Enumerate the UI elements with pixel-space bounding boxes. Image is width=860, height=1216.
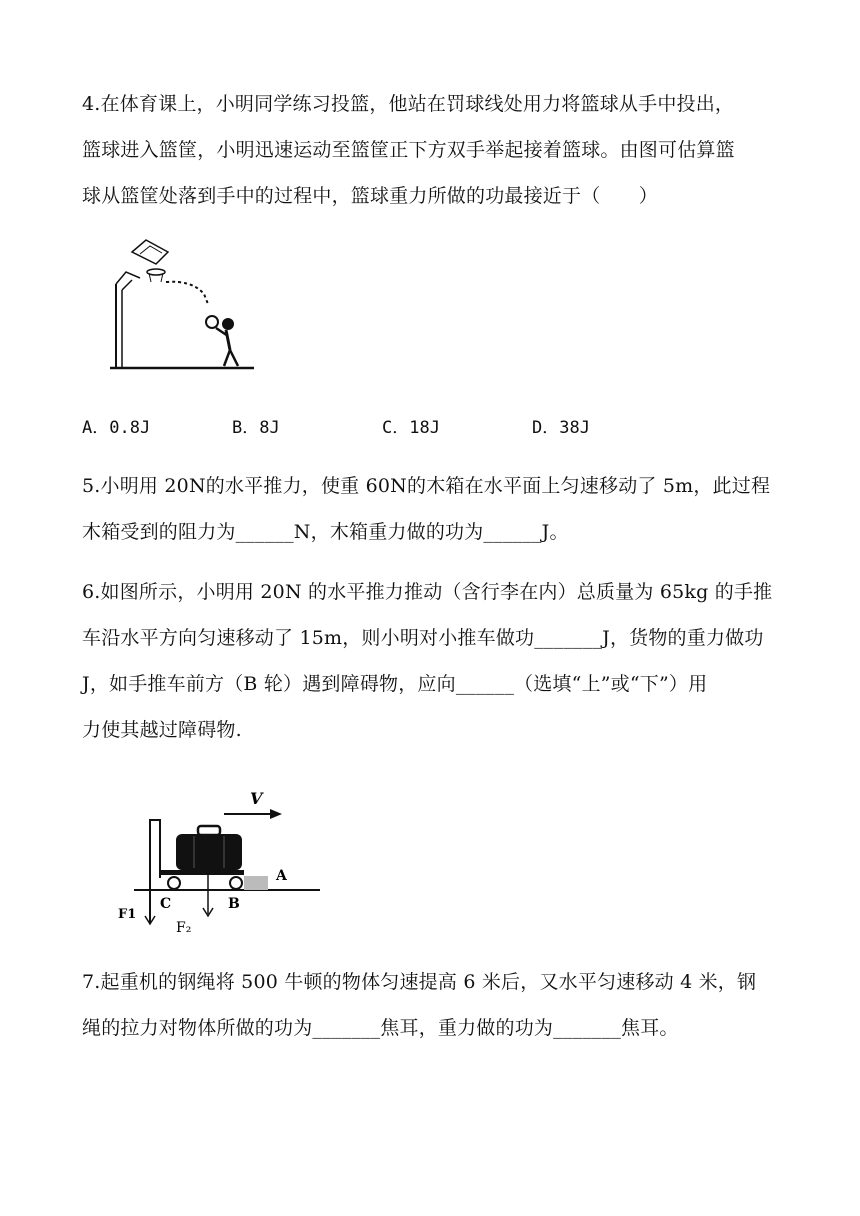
q6-line-1: 6.如图所示，小明用 20N 的水平推力推动（含行李在内）总质量为 65kg 的手推	[82, 581, 773, 603]
label-c: C	[160, 896, 172, 912]
q6-line-3: J，如手推车前方（B 轮）遇到障碍物，应向______（选填“上”或“下”）用	[82, 673, 708, 695]
q4-line-2: 篮球进入篮筐，小明迅速运动至篮筐正下方双手举起接着篮球。由图可估算篮	[82, 139, 735, 161]
basketball-figure	[104, 232, 260, 372]
label-a: A	[276, 868, 287, 884]
q4-option-c: C．18J	[382, 418, 440, 438]
q4-line-1: 4.在体育课上，小明同学练习投篮，他站在罚球线处用力将篮球从手中投出，	[82, 93, 735, 115]
handcart-figure	[114, 782, 326, 936]
q4-line-3: 球从篮筐处落到手中的过程中，篮球重力所做的功最接近于（ ）	[82, 185, 659, 207]
q5-line-1: 5.小明用 20N的水平推力，使重 60N的木箱在水平面上匀速移动了 5m，此过程	[82, 475, 771, 497]
q4-option-b: B．8J	[232, 418, 280, 438]
q4-option-d: D．38J	[532, 418, 590, 438]
q4-option-a: A．0.8J	[82, 418, 151, 438]
velocity-label: V	[250, 789, 263, 808]
q6-line-4: 力使其越过障碍物.	[82, 719, 242, 741]
q7-line-2: 绳的拉力对物体所做的功为_______焦耳，重力做的功为_______焦耳。	[82, 1017, 679, 1039]
q7-line-1: 7.起重机的钢绳将 500 牛顿的物体匀速提高 6 米后，又水平匀速移动 4 米，钢	[82, 971, 757, 993]
label-f1: F1	[118, 907, 137, 922]
label-f2: F₂	[176, 920, 192, 936]
q5-line-2: 木箱受到的阻力为______N，木箱重力做的功为______J。	[82, 521, 569, 543]
label-b: B	[228, 896, 240, 912]
q6-line-2: 车沿水平方向匀速移动了 15m，则小明对小推车做功_______J，货物的重力做功	[82, 627, 764, 649]
